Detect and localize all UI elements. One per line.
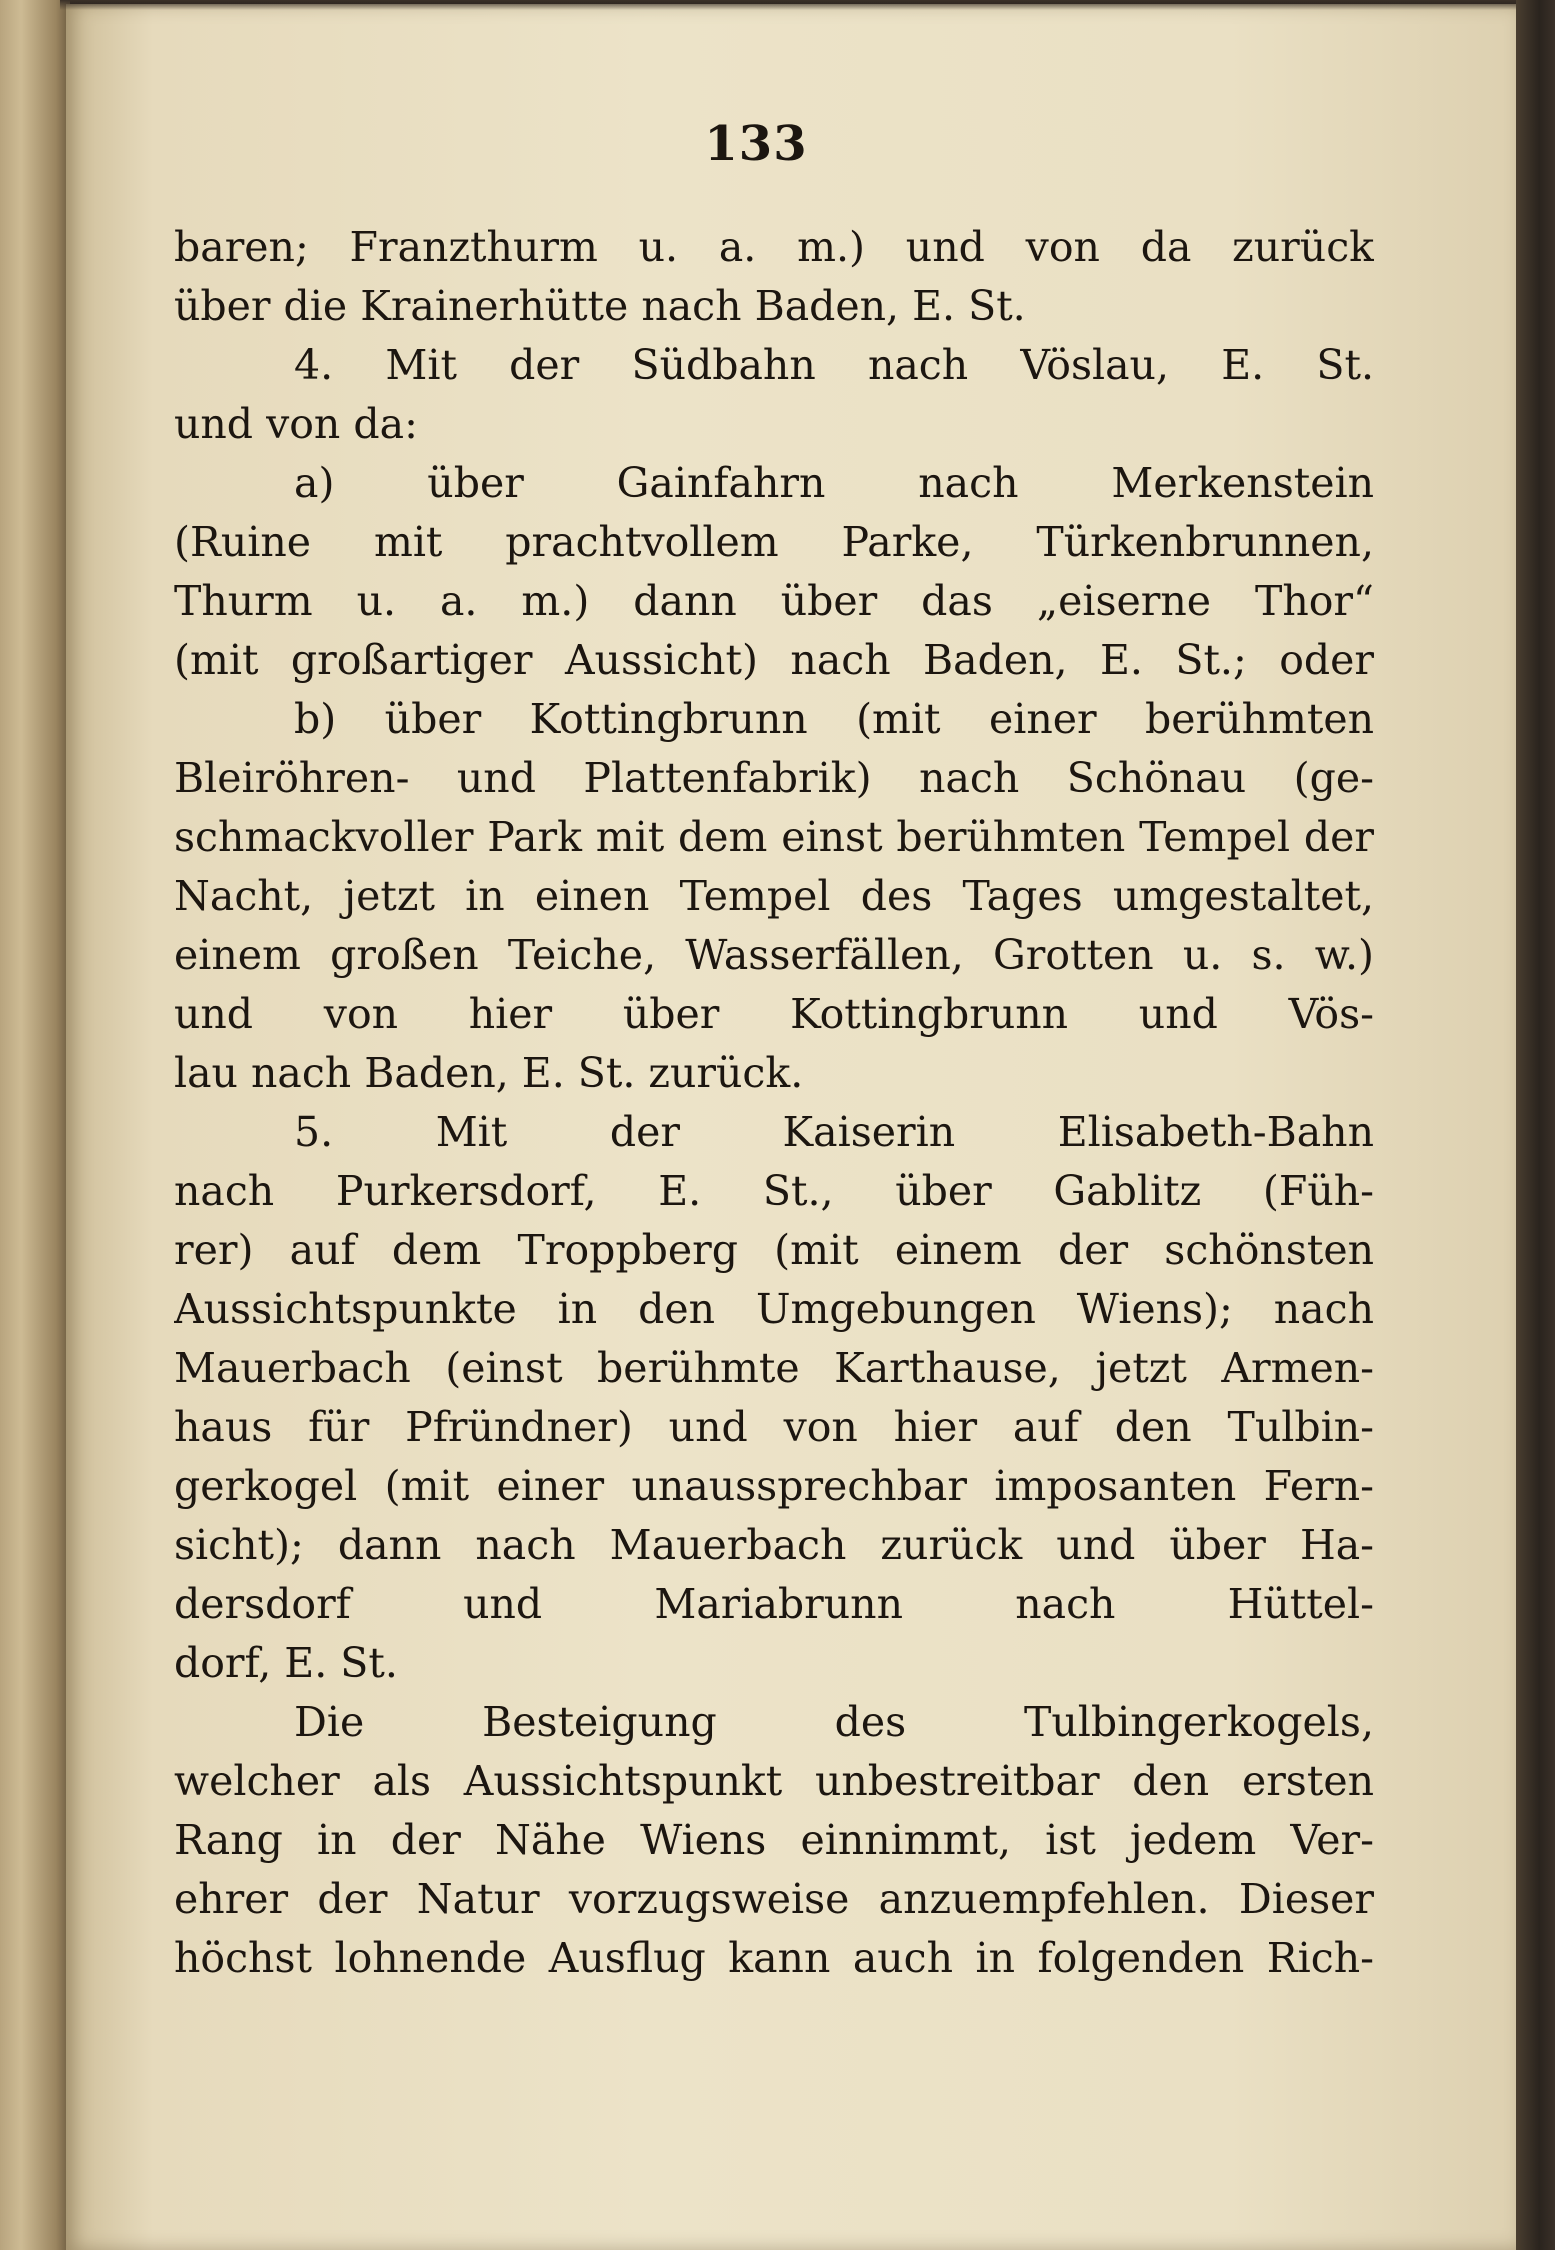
text-line: Aussichtspunkte in den Umgebungen Wiens); nach bbox=[174, 1285, 1374, 1333]
text-line: (Ruine mit prachtvollem Parke, Türkenbrunnen, bbox=[174, 518, 1374, 566]
body-text bbox=[174, 218, 1374, 1988]
text-line: Nacht, jetzt in einen Tempel des Tages umgestaltet, bbox=[174, 872, 1374, 920]
text-line: Thurm u. a. m.) dann über das „eiserne Thor“ bbox=[174, 577, 1374, 625]
text-line: a) über Gainfahrn nach Merkenstein bbox=[294, 459, 1374, 507]
text-line: baren; Franzthurm u. a. m.) und von da zurück bbox=[174, 223, 1374, 271]
text-line: 4. Mit der Südbahn nach Vöslau, E. St. bbox=[294, 341, 1374, 389]
page-paper bbox=[66, 4, 1516, 2250]
text-line: Rang in der Nähe Wiens einnimmt, ist jedem Ver- bbox=[174, 1816, 1374, 1864]
text-line: haus für Pfründner) und von hier auf den Tulbin- bbox=[174, 1403, 1374, 1451]
text-line: Die Besteigung des Tulbingerkogels, bbox=[294, 1698, 1374, 1746]
text-line: 5. Mit der Kaiserin Elisabeth-Bahn bbox=[294, 1108, 1374, 1156]
text-line: über die Krainerhütte nach Baden, E. St. bbox=[174, 282, 1026, 330]
text-line: dersdorf und Mariabrunn nach Hüttel- bbox=[174, 1580, 1374, 1628]
text-line: Bleiröhren- und Plattenfabrik) nach Schönau (ge- bbox=[174, 754, 1374, 802]
text-line: welcher als Aussichtspunkt unbestreitbar den ersten bbox=[174, 1757, 1374, 1805]
book-spine-margin bbox=[0, 0, 70, 2250]
text-line: rer) auf dem Troppberg (mit einem der schönsten bbox=[174, 1226, 1374, 1274]
book-edge-right bbox=[1516, 0, 1555, 2250]
text-line: b) über Kottingbrunn (mit einer berühmten bbox=[294, 695, 1374, 743]
text-line: gerkogel (mit einer unaussprechbar imposanten Fern- bbox=[174, 1462, 1374, 1510]
text-line: Mauerbach (einst berühmte Karthause, jetzt Armen- bbox=[174, 1344, 1374, 1392]
page-number: 133 bbox=[704, 116, 808, 172]
text-line: dorf, E. St. bbox=[174, 1639, 398, 1687]
text-line: (mit großartiger Aussicht) nach Baden, E. St.; oder bbox=[174, 636, 1374, 684]
text-line: nach Purkersdorf, E. St., über Gablitz (Füh- bbox=[174, 1167, 1374, 1215]
page-top-shadow bbox=[60, 0, 1520, 10]
text-line: einem großen Teiche, Wasserfällen, Grotten u. s. w.) bbox=[174, 931, 1374, 979]
text-line: lau nach Baden, E. St. zurück. bbox=[174, 1049, 804, 1097]
text-line: höchst lohnende Ausflug kann auch in folgenden Rich- bbox=[174, 1934, 1374, 1982]
text-line: ehrer der Natur vorzugsweise anzuempfehlen. Dieser bbox=[174, 1875, 1374, 1923]
text-line: sicht); dann nach Mauerbach zurück und über Ha- bbox=[174, 1521, 1374, 1569]
text-line: und von hier über Kottingbrunn und Vös- bbox=[174, 990, 1374, 1038]
text-line: schmackvoller Park mit dem einst berühmten Tempel der bbox=[174, 813, 1374, 861]
text-line: und von da: bbox=[174, 400, 418, 448]
